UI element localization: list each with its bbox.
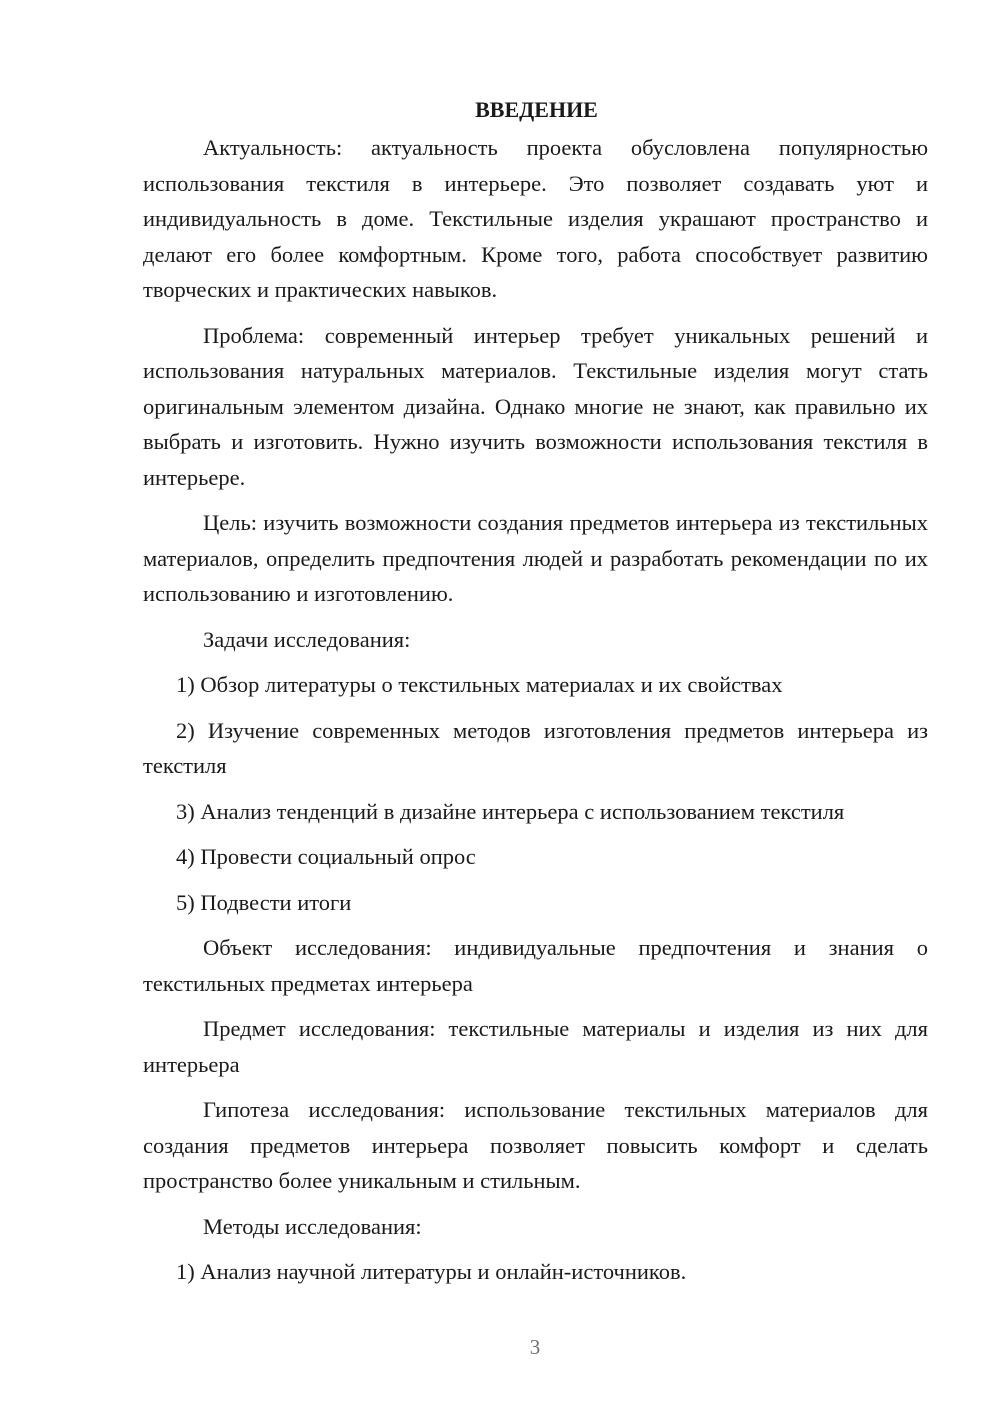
goal-paragraph: Цель: изучить возможности создания предметов интерьера из текстильных материалов, определить предпочтения людей и разработать рекомендации по их использованию и изготовлению. bbox=[143, 510, 928, 606]
methods-heading: Методы исследования: bbox=[203, 1213, 422, 1239]
tasks-heading: Задачи исследования: bbox=[203, 626, 411, 652]
hypothesis-paragraph: Гипотеза исследования: использование текстильных материалов для создания предметов интерьера позволяет повысить комфорт и сделать пространство более уникальным и стильным. bbox=[143, 1097, 928, 1193]
task-item-1: 1) Обзор литературы о текстильных материалах и их свойствах bbox=[176, 672, 783, 697]
task-item-2: 2) Изучение современных методов изготовления предметов интерьера из текстиля bbox=[143, 717, 928, 778]
task-item-5: 5) Подвести итоги bbox=[176, 889, 352, 915]
task-item-4: 4) Провести социальный опрос bbox=[176, 844, 476, 869]
document-page bbox=[143, 92, 928, 1300]
object-paragraph: Объект исследования: индивидуальные предпочтения и знания о текстильных предметах интерьера bbox=[143, 935, 928, 996]
section-title: ВВЕДЕНИЕ bbox=[475, 97, 598, 122]
relevance-paragraph: Актуальность: актуальность проекта обусловлена популярностью использования текстиля в интерьере. Это позволяет создавать уют и индивидуальность в доме. Текстильные изделия украшают пространство и делают его более комфортным. Кроме того, работа способствует развитию творческих и практических навыков. bbox=[143, 135, 928, 302]
problem-paragraph: Проблема: современный интерьер требует уникальных решений и использования натуральных материалов. Текстильные изделия могут стать оригинальным элементом дизайна. Однако многие не знают, как правильно их выбрать и изготовить. Нужно изучить возможности использования текстиля в интерьере. bbox=[143, 322, 928, 490]
subject-paragraph: Предмет исследования: текстильные материалы и изделия из них для интерьера bbox=[143, 1016, 928, 1077]
page-number: 3 bbox=[529, 1335, 541, 1359]
method-item-1: 1) Анализ научной литературы и онлайн-источников. bbox=[176, 1259, 687, 1284]
task-item-3: 3) Анализ тенденций в дизайне интерьера с использованием текстиля bbox=[176, 798, 845, 824]
